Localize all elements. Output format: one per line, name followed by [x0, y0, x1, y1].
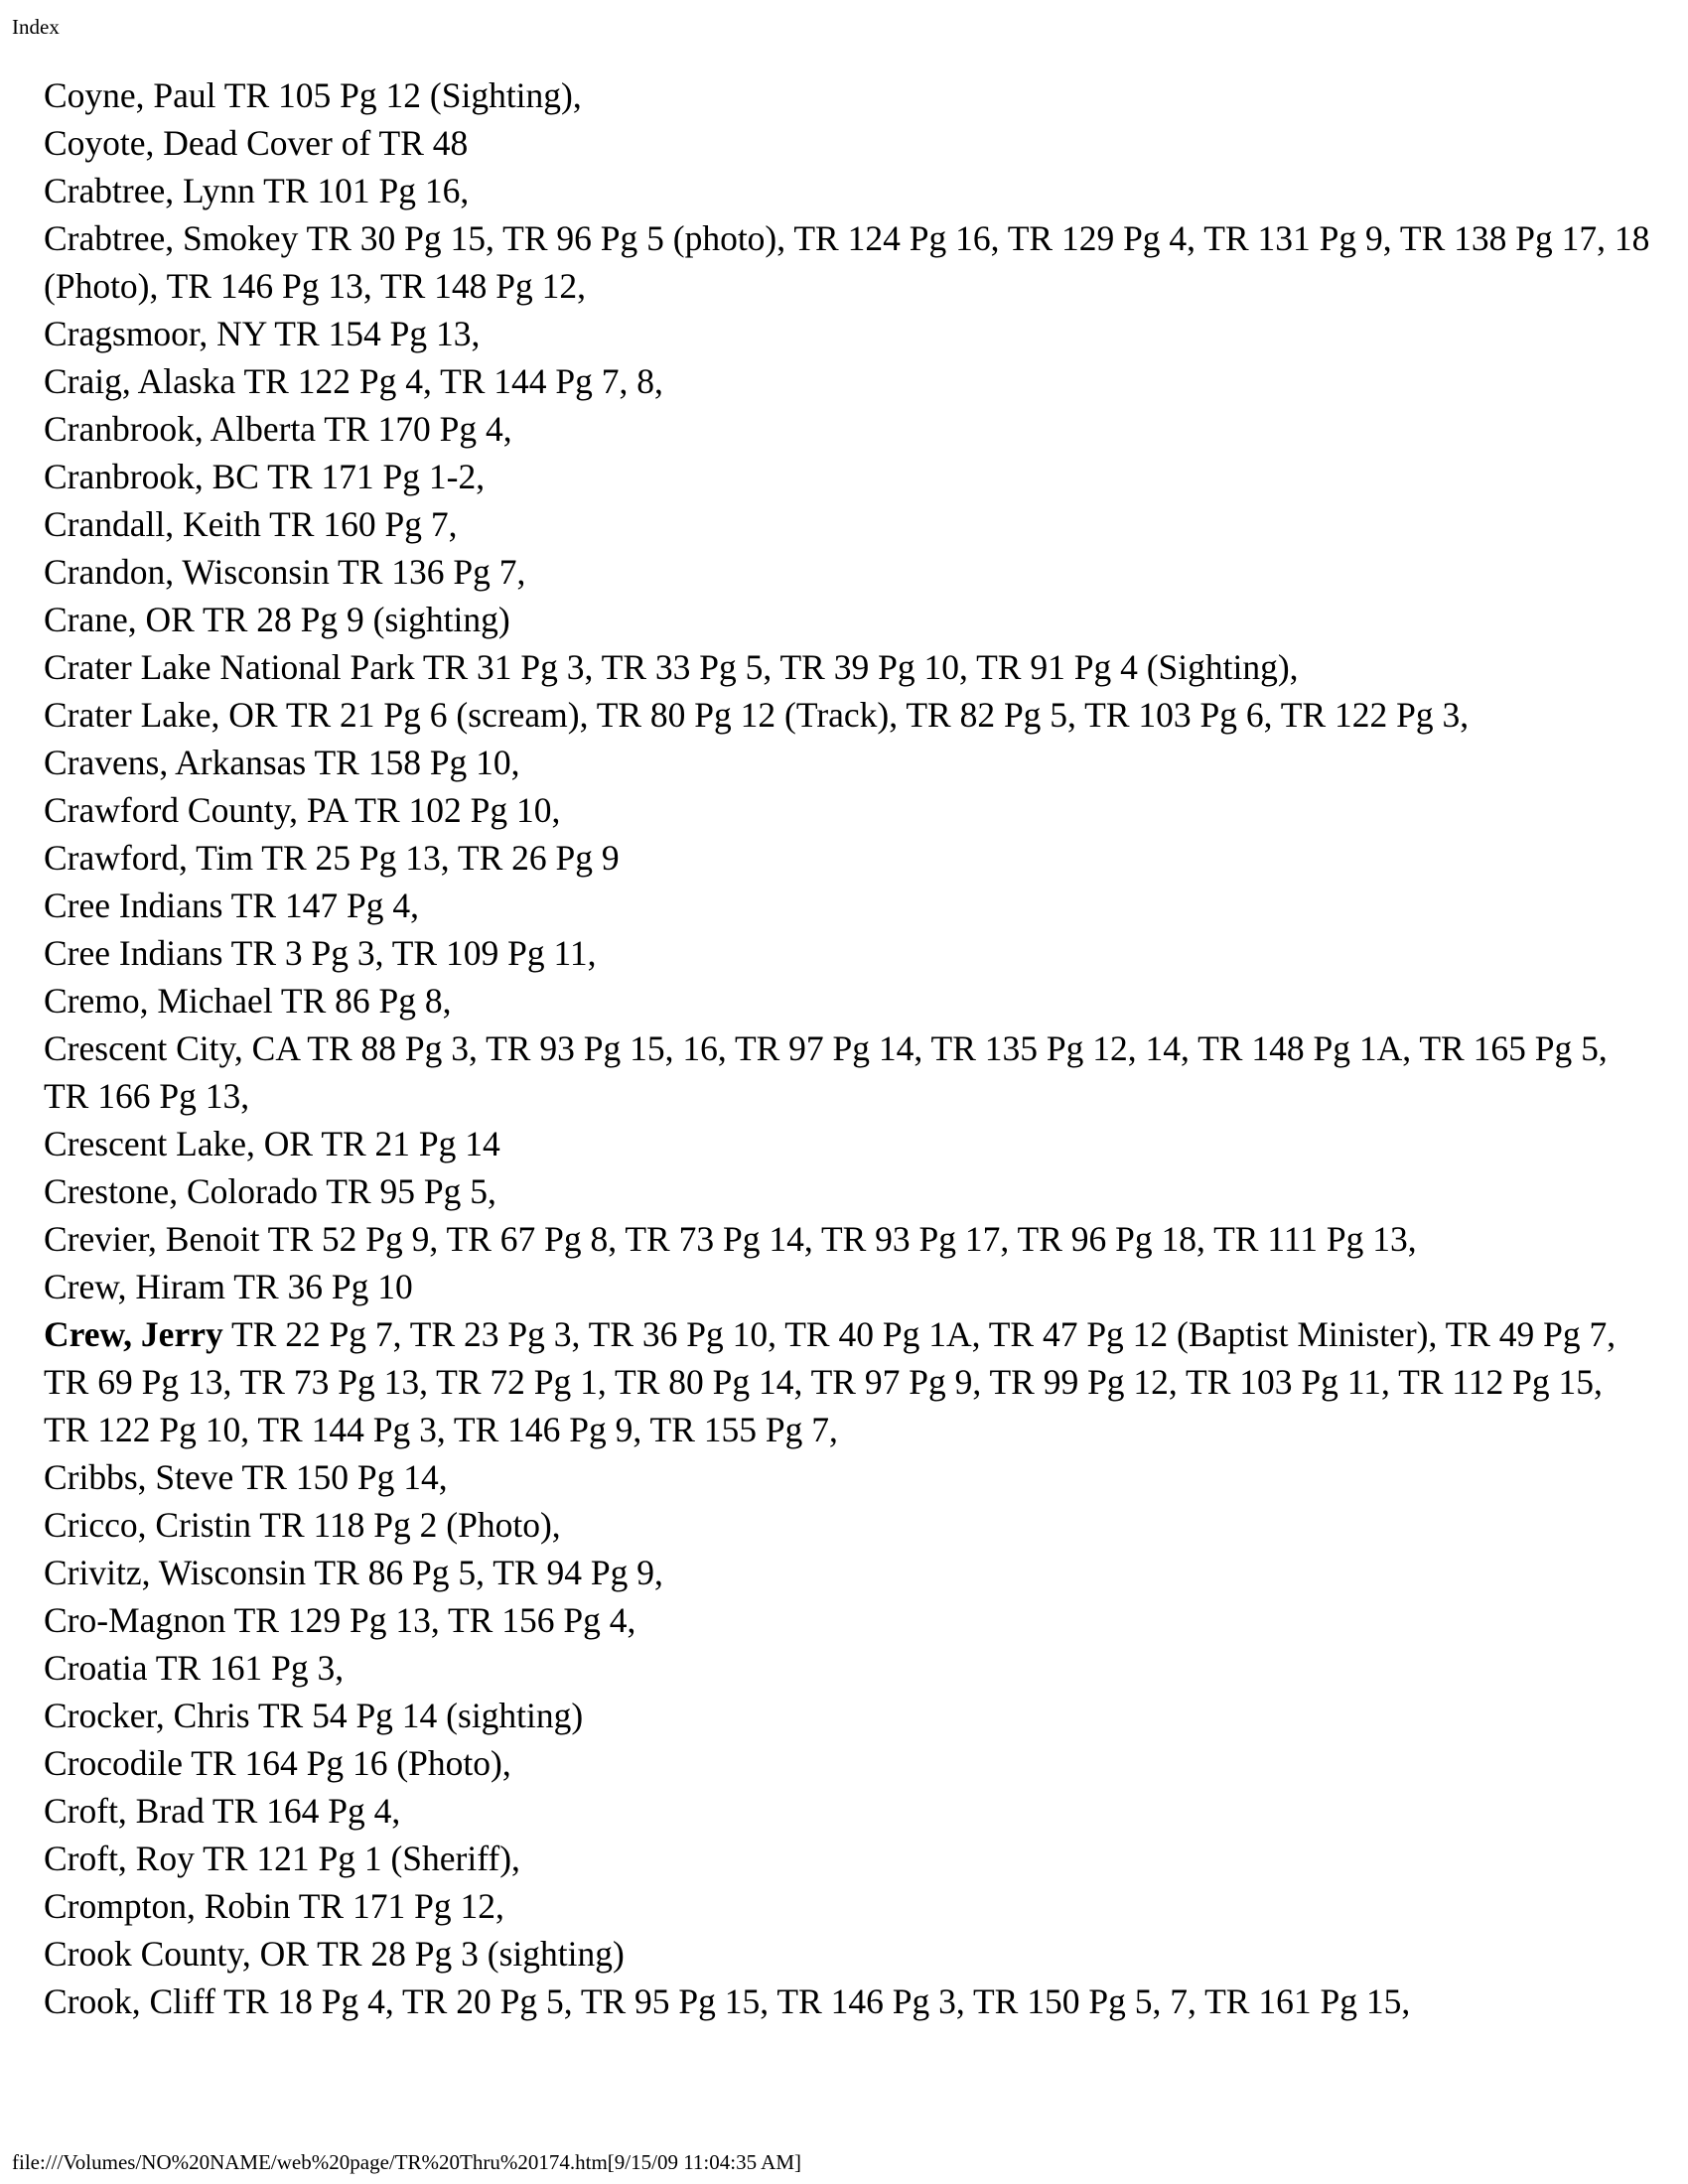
- index-entry: [44, 167, 1652, 214]
- index-entry: [44, 1120, 1652, 1167]
- index-entry: [44, 1930, 1652, 1978]
- index-entry-text: Crompton, Robin TR 171 Pg 12,: [44, 1886, 504, 1926]
- index-entry: [44, 500, 1652, 548]
- index-entry-text: Crabtree, Smokey TR 30 Pg 15, TR 96 Pg 5 (photo), TR 124 Pg 16, TR 129 Pg 4, TR 131 Pg 9, TR 138 Pg 17, 18 (Photo), TR 146 Pg 13, TR 148 Pg 12,: [44, 218, 1650, 306]
- index-entry-text: Crescent City, CA TR 88 Pg 3, TR 93 Pg 15, 16, TR 97 Pg 14, TR 135 Pg 12, 14, TR 148 Pg 1A, TR 165 Pg 5, TR 166 Pg 13,: [44, 1028, 1608, 1116]
- index-entry: [44, 1453, 1652, 1501]
- index-entry: [44, 1978, 1652, 2025]
- index-entry-text: Crivitz, Wisconsin TR 86 Pg 5, TR 94 Pg 9,: [44, 1553, 663, 1592]
- index-entry-list: [44, 71, 1652, 2025]
- index-entry-text: Cremo, Michael TR 86 Pg 8,: [44, 981, 452, 1021]
- index-entry-text: Cricco, Cristin TR 118 Pg 2 (Photo),: [44, 1505, 561, 1545]
- index-entry: [44, 119, 1652, 167]
- page-footer-source: file:///Volumes/NO%20NAME/web%20page/TR%20Thru%20174.htm[9/15/09 11:04:35 AM]: [12, 2150, 802, 2174]
- index-entry: [44, 1835, 1652, 1882]
- index-entry-text: Crocker, Chris TR 54 Pg 14 (sighting): [44, 1696, 584, 1735]
- index-entry-text: Coyne, Paul TR 105 Pg 12 (Sighting),: [44, 75, 582, 115]
- index-entry-bold-term: Crew, Jerry: [44, 1314, 223, 1354]
- index-entry-text: Crestone, Colorado TR 95 Pg 5,: [44, 1171, 496, 1211]
- index-entry-text: Crater Lake, OR TR 21 Pg 6 (scream), TR 80 Pg 12 (Track), TR 82 Pg 5, TR 103 Pg 6, TR 122 Pg 3,: [44, 695, 1470, 735]
- index-entry-text: Crabtree, Lynn TR 101 Pg 16,: [44, 171, 470, 210]
- index-entry-text: Crevier, Benoit TR 52 Pg 9, TR 67 Pg 8, TR 73 Pg 14, TR 93 Pg 17, TR 96 Pg 18, TR 111 Pg 13,: [44, 1219, 1417, 1259]
- index-entry: [44, 1167, 1652, 1215]
- index-entry: [44, 1692, 1652, 1739]
- index-entry-text: Crandon, Wisconsin TR 136 Pg 7,: [44, 552, 526, 592]
- index-entry: [44, 1739, 1652, 1787]
- index-entry: [44, 596, 1652, 643]
- index-entry: [44, 1882, 1652, 1930]
- index-entry: [44, 1787, 1652, 1835]
- index-entry-text: Crawford, Tim TR 25 Pg 13, TR 26 Pg 9: [44, 838, 620, 878]
- index-entry: [44, 643, 1652, 691]
- index-entry-text: Cree Indians TR 147 Pg 4,: [44, 886, 419, 925]
- index-entry: [44, 453, 1652, 500]
- index-entry-text: Croft, Roy TR 121 Pg 1 (Sheriff),: [44, 1839, 520, 1878]
- index-entry-text: Crawford County, PA TR 102 Pg 10,: [44, 790, 561, 830]
- index-entry-text: Crook County, OR TR 28 Pg 3 (sighting): [44, 1934, 625, 1974]
- index-entry-text: Cragsmoor, NY TR 154 Pg 13,: [44, 314, 481, 353]
- index-entry-text: TR 22 Pg 7, TR 23 Pg 3, TR 36 Pg 10, TR 40 Pg 1A, TR 47 Pg 12 (Baptist Minister), TR 49 Pg 7, TR 69 Pg 13, TR 73 Pg 13, TR 72 Pg 1, TR 80 Pg 14, TR 97 Pg 9, TR 99 Pg 12, TR 103 Pg 11, TR 112 Pg 15, TR 122 Pg 10, TR 144 Pg 3, TR 146 Pg 9, TR 155 Pg 7,: [44, 1314, 1617, 1449]
- index-entry-text: Crane, OR TR 28 Pg 9 (sighting): [44, 600, 510, 639]
- index-entry-text: Cravens, Arkansas TR 158 Pg 10,: [44, 743, 520, 782]
- index-entry: [44, 1596, 1652, 1644]
- index-entry: [44, 357, 1652, 405]
- index-entry: [44, 834, 1652, 882]
- index-entry: [44, 929, 1652, 977]
- index-entry: [44, 1501, 1652, 1549]
- index-entry-text: Cranbrook, Alberta TR 170 Pg 4,: [44, 409, 512, 449]
- index-entry: [44, 1024, 1652, 1120]
- index-entry-text: Crescent Lake, OR TR 21 Pg 14: [44, 1124, 500, 1163]
- index-entry-text: Croft, Brad TR 164 Pg 4,: [44, 1791, 401, 1831]
- index-entry: [44, 882, 1652, 929]
- index-entry: [44, 548, 1652, 596]
- index-entry: [44, 1644, 1652, 1692]
- index-entry-text: Crater Lake National Park TR 31 Pg 3, TR 33 Pg 5, TR 39 Pg 10, TR 91 Pg 4 (Sighting),: [44, 647, 1299, 687]
- index-entry: [44, 71, 1652, 119]
- index-entry: [44, 214, 1652, 310]
- index-entry-text: Coyote, Dead Cover of TR 48: [44, 123, 469, 163]
- index-entry-text: Cree Indians TR 3 Pg 3, TR 109 Pg 11,: [44, 933, 597, 973]
- index-entry: [44, 310, 1652, 357]
- index-entry-text: Cro-Magnon TR 129 Pg 13, TR 156 Pg 4,: [44, 1600, 636, 1640]
- index-entry-text: Croatia TR 161 Pg 3,: [44, 1648, 345, 1688]
- index-entry-text: Crook, Cliff TR 18 Pg 4, TR 20 Pg 5, TR 95 Pg 15, TR 146 Pg 3, TR 150 Pg 5, 7, TR 161 Pg 15,: [44, 1981, 1411, 2021]
- index-entry: [44, 1310, 1652, 1453]
- index-entry-text: Crocodile TR 164 Pg 16 (Photo),: [44, 1743, 511, 1783]
- page-header: Index: [12, 15, 60, 39]
- index-entry: [44, 1215, 1652, 1263]
- index-entry-text: Craig, Alaska TR 122 Pg 4, TR 144 Pg 7, 8,: [44, 361, 663, 401]
- index-entry: [44, 977, 1652, 1024]
- index-entry: [44, 786, 1652, 834]
- index-entry: [44, 1263, 1652, 1310]
- index-entry: [44, 1549, 1652, 1596]
- index-entry: [44, 739, 1652, 786]
- index-entry-text: Crandall, Keith TR 160 Pg 7,: [44, 504, 458, 544]
- index-entry: [44, 405, 1652, 453]
- index-entry-text: Cranbrook, BC TR 171 Pg 1-2,: [44, 457, 486, 496]
- index-entry-text: Crew, Hiram TR 36 Pg 10: [44, 1267, 413, 1306]
- index-entry-text: Cribbs, Steve TR 150 Pg 14,: [44, 1457, 448, 1497]
- index-entry: [44, 691, 1652, 739]
